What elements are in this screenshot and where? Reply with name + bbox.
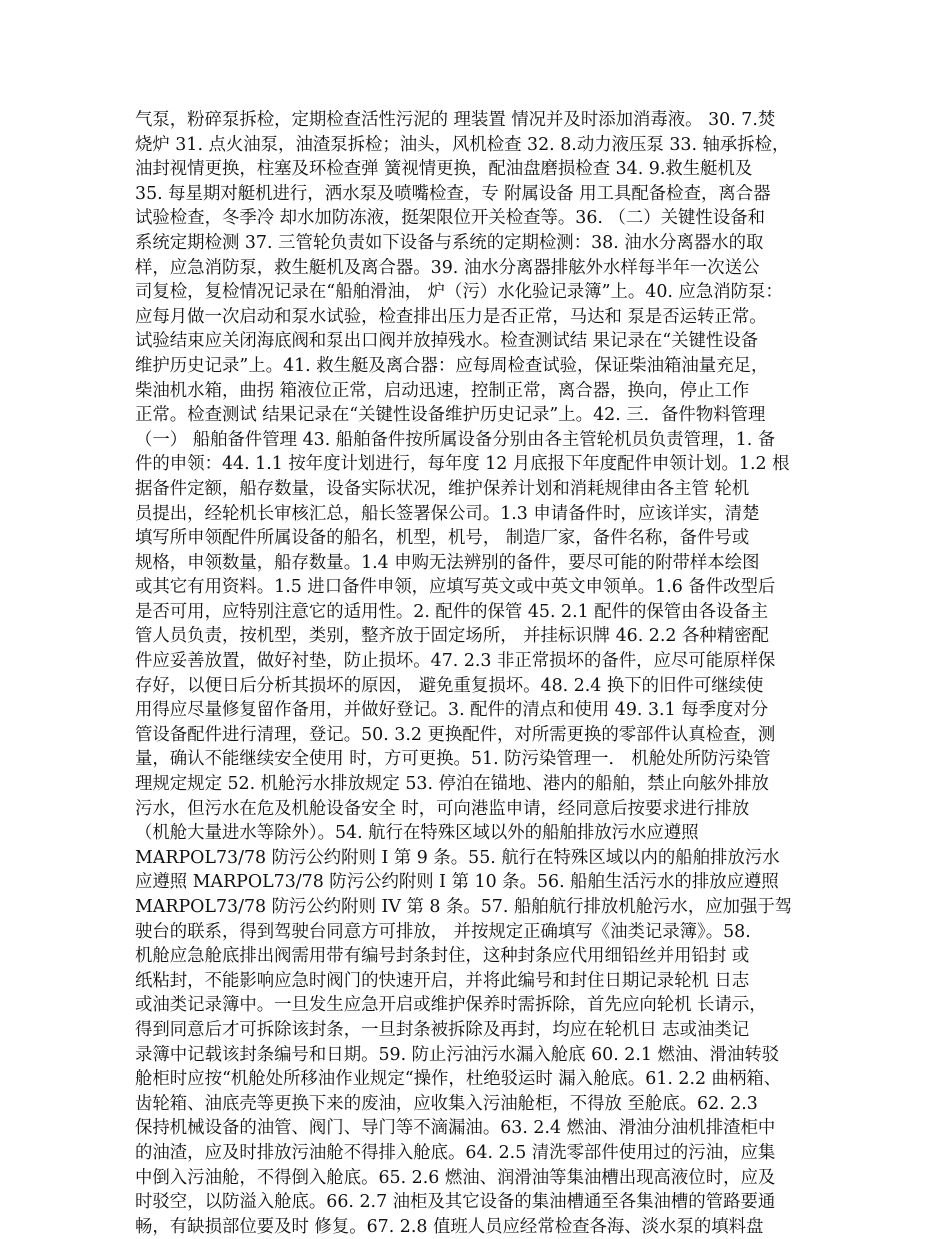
text-line: 件应妥善放置，做好衬垫，防止损坏。47. 2.3 非正常损坏的备件，应尽可能原样保 [135,651,776,672]
text-line: 用得应尽量修复留作备用，并做好登记。3. 配件的清点和使用 49. 3.1 每季度对分 [135,700,769,721]
text-line: 试验检查，冬季冷 却水加防冻液，挺架限位开关检查等。36. （二）关键性设备和 [135,208,765,229]
text-line: 齿轮箱、油底壳等更换下来的废油，应收集入污油舱柜，不得放 至舱底。62. 2.3 [135,1093,758,1114]
text-line: 规格，申领数量，船存数量。1.4 申购无法辨别的备件，要尽可能的附带样本绘图 [135,552,760,573]
text-line: 样，应急消防泵，救生艇机及离合器。39. 油水分离器排舷外水样每半年一次送公 [135,257,760,278]
text-line: 烧炉 31. 点火油泵，油渣泵拆检；油头，风机检查 32. 8.动力液压泵 33. 轴承拆检， [135,134,790,155]
text-line: 正常。检查测试 结果记录在“关键性设备维护历史记录”上。42. 三．备件物料管理 [135,405,766,426]
text-line: 机舱应急舱底排出阀需用带有编号封条封住，这种封条应代用细铅丝并用铅封 或 [135,946,750,967]
text-line: 维护历史记录”上。41. 救生艇及离合器：应每周检查试验，保证柴油箱油量充足， [135,355,769,376]
text-line: 保持机械设备的油管、阀门、导门等不滴漏油。63. 2.4 燃油、滑油分油机排渣柜中 [135,1118,776,1139]
text-line: （机舱大量进水等除外）。54. 航行在特殊区域以外的船舶排放污水应遵照 [135,823,699,844]
text-line: 填写所申领配件所属设备的船名，机型，机号， 制造厂家，备件名称，备件号或 [135,528,750,549]
text-line: 管人员负责，按机型，类别，整齐放于固定场所， 并挂标识牌 46. 2.2 各种精密配 [135,626,769,647]
text-line: 35. 每星期对艇机进行，洒水泵及喷嘴检查，专 附属设备 用工具配备检查，离合器 [135,183,771,204]
text-line: 中倒入污油舱，不得倒入舱底。65. 2.6 燃油、润滑油等集油槽出现高液位时，应及 [135,1167,776,1188]
text-line: 柴油机水箱，曲拐 箱液位正常，启动迅速，控制正常，离合器，换向，停止工作 [135,380,750,401]
text-line: 量，确认不能继续安全使用 时，方可更换。51. 防污染管理一． 机舱处所防污染管 [135,749,771,770]
text-line: 应遵照 MARPOL73/78 防污公约附则 I 第 10 条。56. 船舶生活污水的排放应遵照 [135,872,779,893]
body-text [135,108,815,1239]
text-line: 据备件定额，船存数量，设备实际状况，维护保养计划和消耗规律由各主管 轮机 [135,478,750,499]
text-line: 应每月做一次启动和泵水试验，检查排出压力是否正常，马达和 泵是否运转正常。 [135,306,767,327]
text-line: 纸粘封，不能影响应急时阀门的快速开启，并将此编号和封住日期记录轮机 日志 [135,970,750,991]
text-line: 油封视情更换，柱塞及环检查弹 簧视情更换，配油盘磨损检查 34. 9.救生艇机及 [135,159,753,180]
text-line: 畅，有缺损部位要及时 修复。67. 2.8 值班人员应经常检查各海、淡水泵的填料盘 [135,1216,764,1237]
text-line: 管设备配件进行清理，登记。50. 3.2 更换配件，对所需更换的零部件认真检查，测 [135,724,776,745]
text-line: 时驳空，以防溢入舱底。66. 2.7 油柜及其它设备的集油槽通至各集油槽的管路要通 [135,1192,776,1213]
text-line: 录簿中记载该封条编号和日期。59. 防止污油污水漏入舱底 60. 2.1 燃油、滑油转驳 [135,1044,780,1065]
text-line: 舱柜时应按“机舱处所移油作业规定“操作，杜绝驳运时 漏入舱底。61. 2.2 曲柄箱、 [135,1069,782,1090]
text-line: MARPOL73/78 防污公约附则 I 第 9 条。55. 航行在特殊区域以内的船舶排放污水 [135,847,780,868]
text-line: 试验结束应关闭海底阀和泵出口阀并放掉残水。检查测试结 果记录在“关键性设备 [135,331,759,352]
text-line: 的油渣，应及时排放污油舱不得排入舱底。64. 2.5 清洗零部件使用过的污油，应集 [135,1142,776,1163]
text-line: 存好，以便日后分析其损坏的原因， 避免重复损坏。48. 2.4 换下的旧件可继续使 [135,675,764,696]
text-line: 污水，但污水在危及机舱设备安全 时，可向港监申请，经同意后按要求进行排放 [135,798,750,819]
text-line: 系统定期检测 37. 三管轮负责如下设备与系统的定期检测：38. 油水分离器水的取 [135,232,764,253]
text-line: 驶台的联系，得到驾驶台同意方可排放， 并按规定正确填写《油类记录簿》。58. [135,921,751,942]
text-line: 气泵，粉碎泵拆检，定期检查活性污泥的 理装置 情况并及时添加消毒液。 30. 7.焚 [135,110,776,130]
text-line: 员提出，经轮机长审核汇总，船长签署保公司。1.3 申请备件时，应该详实，清楚 [135,503,760,524]
text-line: 理规定规定 52. 机舱污水排放规定 53. 停泊在锚地、港内的船舶，禁止向舷外排放 [135,774,769,795]
text-line: 得到同意后才可拆除该封条，一旦封条被拆除及再封，均应在轮机日 志或油类记 [135,1019,750,1040]
text-line: （一） 船舶备件管理 43. 船舶备件按所属设备分别由各主管轮机员负责管理，1. 备 [135,429,776,450]
text-line: 件的申领：44. 1.1 按年度计划进行，每年度 12 月底报下年度配件申领计划。1.2 根 [135,454,790,475]
text-line: MARPOL73/78 防污公约附则 IV 第 8 条。57. 船舶航行排放机舱污水，应加强于驾 [135,897,793,917]
text-line: 或其它有用资料。1.5 进口备件申领，应填写英文或中英文申领单。1.6 备件改型后 [135,577,776,598]
text-line: 是否可用，应特别注意它的适用性。2. 配件的保管 45. 2.1 配件的保管由各设备主 [135,601,769,622]
text-line: 司复检，复检情况记录在“船舶滑油， 炉（污）水化验记录簿”上。40. 应急消防泵： [135,282,783,303]
text-line: 或油类记录簿中。一旦发生应急开启或维护保养时需拆除，首先应向轮机 长请示， [135,995,767,1016]
